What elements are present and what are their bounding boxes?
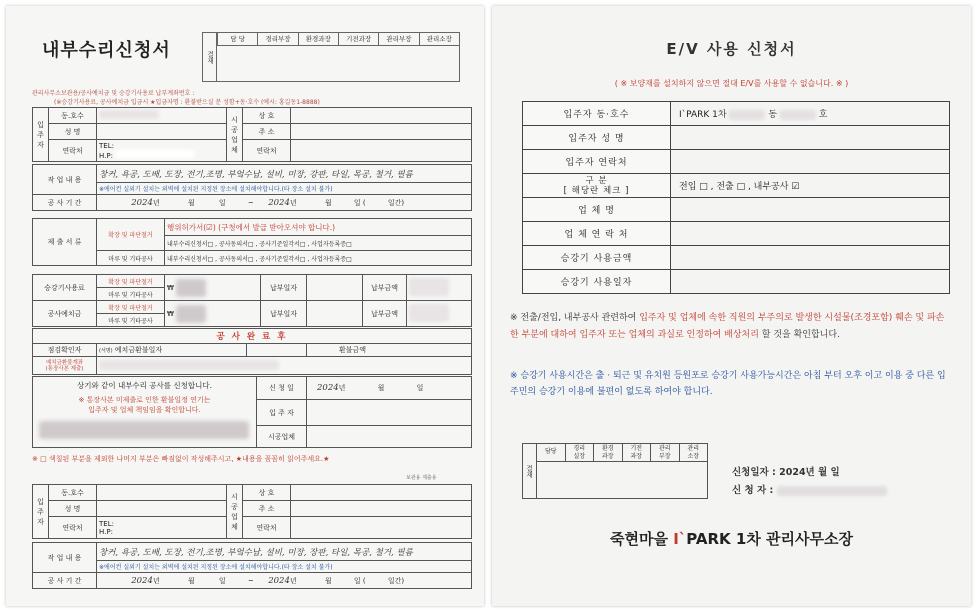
ev-row-label: 구 분 [ 해당란 체크 ] (523, 174, 671, 198)
documents-table (32, 218, 472, 266)
elevator-fee-label: 승강기사용료 (33, 275, 97, 301)
elevator-pay-amount-label: 납부금액 (363, 275, 407, 301)
docs-row3[interactable]: 내부수리신청서□ , 공사동의서□ , 공사기준일각서□ , 사업자등록증□ (165, 251, 472, 266)
biz-side-label: 시공업체 (227, 485, 243, 539)
completion-table (32, 328, 472, 375)
approval-col: 기전과장 (338, 33, 378, 45)
approval-header (217, 33, 459, 46)
inspector-field[interactable]: (서명) 예치금환불일자 (97, 344, 247, 357)
dong-ho-field[interactable] (97, 108, 227, 124)
aircon-notice: ※에어컨 실외기 설치는 외벽에 설치된 지정된 장소에 설치해야합니다.(타 장소 설치 불가) (97, 561, 472, 573)
inspector-label: 점검확인자 (33, 344, 97, 357)
deposit-pay-amount-label: 납부금액 (363, 301, 407, 327)
ev-approval-col: 담당 (544, 448, 557, 455)
apply-table (32, 376, 472, 448)
biz-name-field[interactable] (291, 108, 472, 124)
ev-company-contact-field[interactable] (671, 222, 950, 246)
ev-row-label: 업 체 연 락 처 (523, 222, 671, 246)
tenant-side-label: 입주자 (33, 108, 49, 162)
permit-notice: 행위허가서(☑) (구청에서 발급 받아오셔야 합니다.) (165, 219, 472, 236)
elevator-fee-amount[interactable]: ₩ (165, 275, 261, 301)
biz-name-label: 상 호 (243, 485, 291, 501)
elevator-pay-date-label: 납부일자 (261, 275, 307, 301)
deposit-type-1: 확장 및 파단철거 (97, 301, 165, 314)
deposit-label: 공사예치금 (33, 301, 97, 327)
work-label: 작 업 내 용 (33, 165, 97, 195)
approval-col: 경리부장 (257, 33, 297, 45)
work-content[interactable]: 창커, 욕공, 도배, 도장, 전기,조명, 부엌수납, 설비, 미장, 장판, 타일, 목공, 철거, 필름 (97, 543, 472, 561)
refund-amount-field[interactable]: 환불금액 (307, 344, 472, 357)
ev-approval-col: 관리 부장 (650, 444, 679, 461)
biz-contact-field[interactable] (291, 517, 472, 539)
fee-type-1: 확장 및 파단철거 (97, 275, 165, 288)
aircon-notice: ※에어컨 실외기 설치는 외벽에 설치된 지정된 장소에 설치해야합니다.(타 장소 설치 불가) (97, 183, 472, 195)
apply-warning: ※ 통장사본 미제출로 인한 환불일정 연기는 입주자 및 업체 책임임을 확인합니다. (78, 396, 211, 414)
refund-account-field[interactable] (97, 357, 472, 375)
dong-ho-label: 동.호수 (49, 485, 97, 501)
approval-col: 담 당 (217, 33, 257, 45)
dong-ho-label: 동.호수 (49, 108, 97, 124)
fill-notice: ※ □ 색칠된 부분을 제외한 나머지 부분은 빠짐없이 작성해주시고, ★내용을 꼼꼼히 읽어주세요.★ (32, 455, 330, 463)
tel-label: TEL: (99, 141, 114, 150)
apply-statement (33, 377, 257, 448)
hp-label: H.P: (99, 150, 224, 160)
ev-row-label: 승강기 사용일자 (523, 270, 671, 294)
deposit-notice: (※승강기사용료, 공사예치금 입금시 ★입금자명 : 환불받으실 분 성함+동·호수 (예시: 홍길동1-8888) (54, 99, 320, 106)
biz-contact-label: 연락처 (243, 517, 291, 539)
period-field[interactable]: 2024년 월 일 ~ 2024년 월 일 ( 일간) (97, 195, 472, 211)
ev-contact-field[interactable] (671, 150, 950, 174)
ev-row-label: 승강기 사용금액 (523, 246, 671, 270)
name-field[interactable] (97, 501, 227, 517)
ev-protection-notice: ( ※ 보양재를 설치하지 않으면 절대 E/V를 사용할 수 없습니다. ※ ) (614, 79, 849, 88)
ev-company-field[interactable] (671, 198, 950, 222)
deposit-pay-date[interactable] (307, 301, 363, 327)
account-notice: 관리사무소보관용/공사예치금 및 승강기사용료 납부계좌번호 : (32, 90, 195, 97)
redacted-stamp (39, 421, 249, 439)
contact-field[interactable] (97, 517, 227, 539)
apply-date-field[interactable]: 2024년 월 일 (307, 377, 472, 400)
liability-notice: ※ 전출/전입, 내부공사 관련하여 입주자 및 업체에 속한 직원의 부주의로 발생한 시설물(조경포함) 훼손 및 파손한 부분에 대하여 입주자 또는 업체의 과실로 인정하여 배상처리 할 것을 확인합니다. (510, 313, 945, 340)
address-field[interactable] (291, 501, 472, 517)
deposit-amount[interactable]: ₩ (165, 301, 261, 327)
contact-label: 연락처 (49, 140, 97, 162)
hp-label: H.P: (99, 527, 113, 536)
apply-text: 상기와 같이 내부수리 공사를 신청합니다. (76, 381, 213, 390)
deposit-pay-amount[interactable] (407, 301, 472, 327)
ev-dong-ho-field[interactable]: I`PARK 1차 동 호 (671, 102, 950, 126)
fee-table (32, 274, 472, 327)
ev-date-field[interactable] (671, 270, 950, 294)
biz-side-label: 시공업체 (227, 108, 243, 162)
approval-col: 관리소장 (419, 33, 459, 45)
contact-label: 연락처 (49, 517, 97, 539)
ev-approval-header (537, 444, 707, 462)
ev-info-table (522, 101, 950, 294)
ev-usage-form (492, 6, 971, 606)
refund-account-label: 예치금환불계좌 (통장사본 제출) (33, 357, 97, 375)
applicant-table (32, 107, 472, 162)
docs-row3-type: 마루 및 기타공사 (97, 251, 165, 266)
ev-apply-date[interactable]: 신청일자 : 2024년 월 일 (732, 467, 840, 478)
ev-row-label: 입주자 연락처 (523, 150, 671, 174)
apply-tenant-label: 입 주 자 (257, 400, 307, 426)
ev-fee-field[interactable] (671, 246, 950, 270)
ev-applicant[interactable]: 신 청 자 : (732, 482, 887, 496)
apply-date-label: 신 청 일 (257, 377, 307, 400)
ev-time-notice: ※ 승강기 사용시간은 출 · 퇴근 및 유치원 등원포로 승강기 사용가능시간은 아침 부터 오후 이고 이용 중 다른 입주민의 승강기 이용에 불편이 없도록 하여야 합니다. (510, 371, 946, 397)
ev-form-title: E/V 사용 신청서 (666, 40, 797, 58)
work-label: 작 업 내 용 (33, 543, 97, 573)
work-table-copy (32, 542, 472, 589)
biz-name-label: 상 호 (243, 108, 291, 124)
contact-field[interactable] (97, 140, 227, 162)
ev-row-label: 입주자 동·호수 (523, 102, 671, 126)
ev-type-checkboxes[interactable]: 전입 □ , 전출 □ , 내부공사 ☑ (671, 174, 950, 198)
deposit-type-2: 마루 및 기타공사 (97, 314, 165, 327)
ev-footer-signature: 죽현마을 I`PARK 1차 관리사무소장 (610, 530, 853, 548)
work-table (32, 164, 472, 211)
ev-approval-col: 환경 과장 (593, 444, 622, 461)
apply-biz-label: 시공업체 (257, 426, 307, 448)
address-label: 주 소 (243, 501, 291, 517)
period-label: 공 사 기 간 (33, 195, 97, 211)
approval-col: 환경과장 (298, 33, 338, 45)
docs-row1-type: 확장 및 파단철거 (97, 219, 165, 251)
docs-label: 제 출 서 류 (33, 219, 97, 266)
completion-header: 공 사 완 료 후 (33, 329, 472, 344)
fee-type-2: 마루 및 기타공사 (97, 288, 165, 301)
applicant-table-copy (32, 484, 472, 539)
ev-approval-col: 경리 실장 (565, 444, 594, 461)
tel-label: TEL: (99, 519, 114, 528)
approval-col: 관리부장 (378, 33, 418, 45)
work-content[interactable]: 창커, 욕공, 도배, 도장, 전기,조명, 부엌수납, 설비, 미장, 강판, 타일, 목공, 철거, 필름 (97, 165, 472, 183)
address-field[interactable] (291, 124, 472, 140)
ev-approval-col: 관리 소장 (679, 444, 708, 461)
ev-row-label: 업 체 명 (523, 198, 671, 222)
deposit-pay-date-label: 납부일자 (261, 301, 307, 327)
apply-biz-field[interactable] (307, 426, 472, 448)
tenant-side-label: 입주자 (33, 485, 49, 539)
elevator-pay-amount[interactable] (407, 275, 472, 301)
copy-label: 보관용 제출용 (406, 475, 437, 481)
ev-approval-col: 기전 과장 (622, 444, 651, 461)
approval-label: 결재 (203, 33, 217, 81)
period-label: 공 사 기 간 (33, 573, 97, 589)
biz-contact-label: 연락처 (243, 140, 291, 162)
dong-ho-field[interactable] (97, 485, 227, 501)
ev-approval-label: 결재 (523, 444, 537, 498)
ev-approval-box (522, 443, 708, 499)
docs-row2[interactable]: 내부수리신청서□ , 공사동의서□ , 공사기준일각서□ , 사업자등록증□ (165, 236, 472, 251)
biz-contact-field[interactable] (291, 140, 472, 162)
internal-repair-form (6, 6, 484, 606)
apply-tenant-field[interactable] (307, 400, 472, 426)
name-field[interactable] (97, 124, 227, 140)
ev-row-label: 입주자 성 명 (523, 126, 671, 150)
period-field[interactable]: 2024년 월 일 ~ 2024년 월 일 ( 일간) (97, 573, 472, 589)
ev-name-field[interactable] (671, 126, 950, 150)
approval-box (202, 32, 460, 82)
address-label: 주 소 (243, 124, 291, 140)
name-label: 성 명 (49, 124, 97, 140)
elevator-pay-date[interactable] (307, 275, 363, 301)
refund-date-field[interactable] (247, 344, 307, 357)
name-label: 성 명 (49, 501, 97, 517)
biz-name-field[interactable] (291, 485, 472, 501)
form-title: 내부수리신청서 (42, 40, 171, 61)
